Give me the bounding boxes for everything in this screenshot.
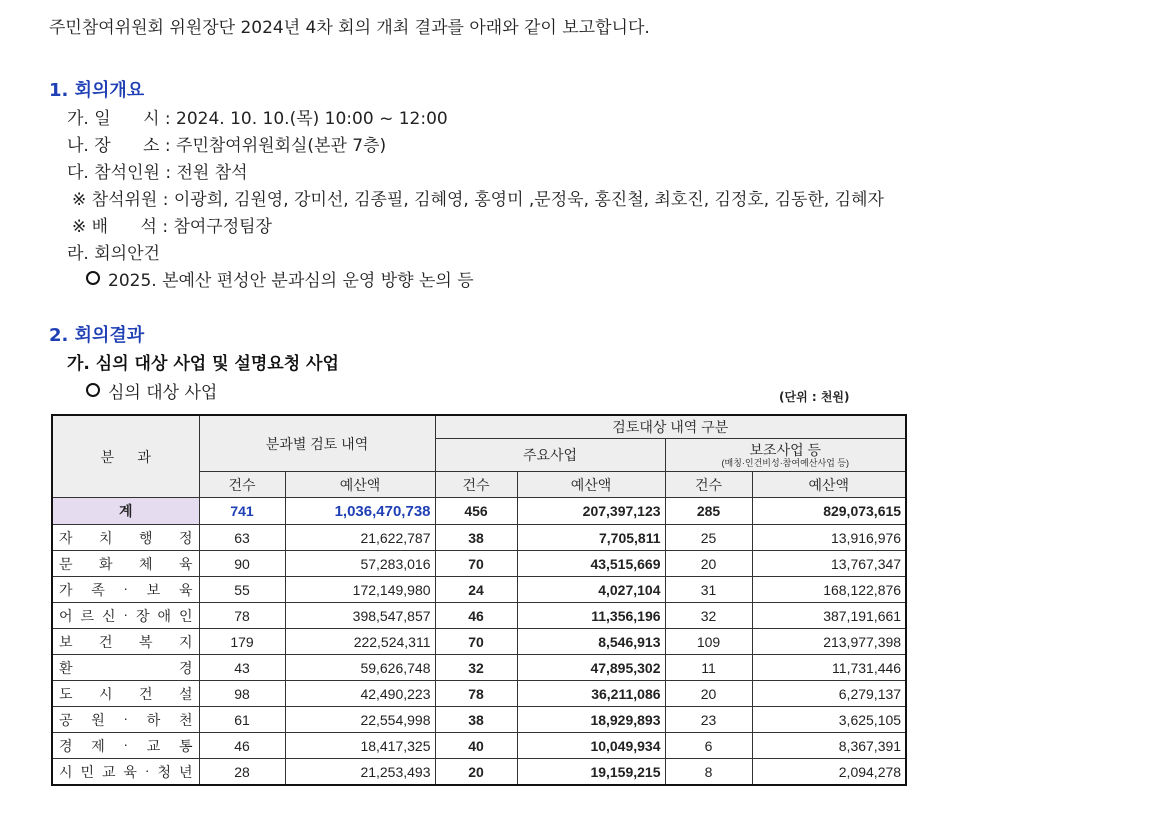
category-char: 보 [146, 581, 161, 598]
row-aux-budget: 13,916,976 [752, 525, 906, 551]
category-char: 원 [91, 711, 105, 728]
category-char: 정 [178, 529, 193, 546]
header-review: 분과별 검토 내역 [199, 415, 435, 472]
row-aux-count: 31 [665, 577, 752, 603]
row-main-count: 40 [435, 733, 517, 759]
category-char: · [123, 605, 129, 622]
category-char: 시 [59, 763, 73, 780]
row-main-budget: 43,515,669 [517, 551, 665, 577]
row-review-count: 78 [199, 603, 285, 629]
category-char: 년 [178, 763, 193, 780]
section-2-title: 2. 회의결과 [49, 325, 145, 346]
category-char: 건 [138, 685, 153, 702]
category-char: 장 [136, 607, 150, 624]
row-main-count: 32 [435, 655, 517, 681]
total-aux-budget: 829,073,615 [752, 498, 906, 525]
category-char: 경 [59, 737, 73, 754]
category-char: 청 [157, 763, 172, 780]
meeting-place: 나. 장 소 : 주민참여위원회실(본관 7층) [67, 136, 387, 156]
row-aux-count: 20 [665, 551, 752, 577]
circle-bullet-icon [86, 271, 100, 285]
total-review-budget: 1,036,470,738 [285, 498, 435, 525]
row-main-budget: 4,027,104 [517, 577, 665, 603]
row-main-count: 20 [435, 759, 517, 786]
category-char: 어 [59, 607, 73, 624]
row-main-budget: 18,929,893 [517, 707, 665, 733]
row-aux-budget: 168,122,876 [752, 577, 906, 603]
table-row [52, 733, 906, 759]
category-char: 문 [59, 555, 73, 572]
row-aux-count: 6 [665, 733, 752, 759]
observer: ※ 배 석 : 참여구정팀장 [72, 217, 272, 237]
row-main-budget: 11,356,196 [517, 603, 665, 629]
total-review-count: 741 [199, 498, 285, 525]
header-aux [665, 439, 906, 472]
category-char: · [123, 709, 129, 726]
row-review-count: 61 [199, 707, 285, 733]
row-aux-count: 23 [665, 707, 752, 733]
header-main-count: 건수 [435, 472, 517, 498]
row-category [52, 603, 199, 629]
header-main: 주요사업 [435, 439, 665, 472]
header-main-budget: 예산액 [517, 472, 665, 498]
category-char: 가 [59, 581, 73, 598]
category-char: 애 [157, 607, 172, 624]
category-char: 교 [146, 737, 161, 754]
row-review-budget: 172,149,980 [285, 577, 435, 603]
unit-label: (단위 : 천원) [779, 390, 850, 404]
row-review-count: 46 [199, 733, 285, 759]
row-review-count: 55 [199, 577, 285, 603]
row-category [52, 551, 199, 577]
category-char: 육 [178, 555, 193, 572]
row-category [52, 759, 199, 786]
row-aux-count: 25 [665, 525, 752, 551]
review-target-text: 심의 대상 사업 [108, 383, 218, 403]
meeting-attendees: 다. 참석인원 : 전원 참석 [67, 163, 248, 183]
total-main-count: 456 [435, 498, 517, 525]
row-main-count: 70 [435, 629, 517, 655]
table-row [52, 603, 906, 629]
row-review-budget: 222,524,311 [285, 629, 435, 655]
category-char: 경 [178, 659, 193, 676]
row-category [52, 655, 199, 681]
category-char: · [123, 735, 129, 752]
section-1-title: 1. 회의개요 [49, 80, 145, 101]
row-aux-budget: 13,767,347 [752, 551, 906, 577]
table-row [52, 707, 906, 733]
section-2-subtitle: 가. 심의 대상 사업 및 설명요청 사업 [67, 354, 339, 374]
row-main-budget: 47,895,302 [517, 655, 665, 681]
category-char: 인 [178, 607, 193, 624]
table-row [52, 629, 906, 655]
category-char: 민 [80, 763, 94, 780]
review-table [51, 414, 907, 786]
category-char: 복 [138, 633, 153, 650]
row-category [52, 707, 199, 733]
row-aux-budget: 2,094,278 [752, 759, 906, 786]
header-aux-count: 건수 [665, 472, 752, 498]
row-review-budget: 22,554,998 [285, 707, 435, 733]
member-list: ※ 참석위원 : 이광희, 김원영, 강미선, 김종필, 김혜영, 홍영미 ,문정욱, 홍진철, 최호진, 김정호, 김동한, 김혜자 [72, 190, 884, 210]
row-aux-count: 20 [665, 681, 752, 707]
review-target-heading [86, 382, 217, 404]
row-review-count: 63 [199, 525, 285, 551]
header-review-budget: 예산액 [285, 472, 435, 498]
row-main-count: 38 [435, 707, 517, 733]
row-review-budget: 18,417,325 [285, 733, 435, 759]
row-review-budget: 57,283,016 [285, 551, 435, 577]
category-char: 환 [59, 659, 73, 676]
table-row [52, 759, 906, 786]
agenda-heading: 라. 회의안건 [67, 244, 160, 264]
row-aux-budget: 6,279,137 [752, 681, 906, 707]
category-char: 천 [178, 711, 193, 728]
row-category [52, 629, 199, 655]
meeting-date: 가. 일 시 : 2024. 10. 10.(목) 10:00 ~ 12:00 [67, 109, 448, 129]
category-char: 하 [146, 711, 161, 728]
table-row [52, 655, 906, 681]
row-main-budget: 7,705,811 [517, 525, 665, 551]
category-char: · [123, 579, 129, 596]
category-char: 시 [98, 685, 113, 702]
category-char: 통 [178, 737, 193, 754]
row-main-budget: 36,211,086 [517, 681, 665, 707]
row-review-count: 179 [199, 629, 285, 655]
total-aux-count: 285 [665, 498, 752, 525]
header-aux-label: 보조사업 등 [749, 442, 822, 458]
row-aux-count: 32 [665, 603, 752, 629]
category-char: 행 [138, 529, 153, 546]
header-aux-note: (매칭·인건비성·참여예산사업 등) [721, 458, 850, 468]
category-char: 공 [59, 711, 73, 728]
table-row [52, 577, 906, 603]
row-aux-budget: 8,367,391 [752, 733, 906, 759]
category-char: · [144, 761, 150, 778]
row-category [52, 577, 199, 603]
row-review-budget: 398,547,857 [285, 603, 435, 629]
row-aux-count: 109 [665, 629, 752, 655]
row-main-count: 78 [435, 681, 517, 707]
row-review-budget: 42,490,223 [285, 681, 435, 707]
row-aux-count: 8 [665, 759, 752, 786]
row-aux-budget: 213,977,398 [752, 629, 906, 655]
row-review-count: 98 [199, 681, 285, 707]
row-main-count: 46 [435, 603, 517, 629]
row-aux-budget: 387,191,661 [752, 603, 906, 629]
category-char: 자 [59, 529, 73, 546]
row-main-count: 70 [435, 551, 517, 577]
total-main-budget: 207,397,123 [517, 498, 665, 525]
row-category [52, 525, 199, 551]
category-char: 족 [91, 581, 105, 598]
table-body [52, 525, 906, 786]
category-char: 육 [123, 763, 137, 780]
total-row [52, 498, 906, 525]
row-main-budget: 8,546,913 [517, 629, 665, 655]
circle-bullet-icon [86, 383, 100, 397]
row-aux-budget: 3,625,105 [752, 707, 906, 733]
category-char: 설 [178, 685, 193, 702]
row-review-budget: 21,253,493 [285, 759, 435, 786]
row-review-count: 28 [199, 759, 285, 786]
row-main-budget: 19,159,215 [517, 759, 665, 786]
table-row [52, 551, 906, 577]
header-aux-budget: 예산액 [752, 472, 906, 498]
agenda-item [86, 270, 474, 292]
intro-text: 주민참여위원회 위원장단 2024년 4차 회의 개최 결과를 아래와 같이 보고합니다. [49, 18, 650, 38]
category-char: 건 [98, 633, 113, 650]
row-aux-budget: 11,731,446 [752, 655, 906, 681]
row-review-budget: 59,626,748 [285, 655, 435, 681]
total-label: 계 [52, 498, 199, 525]
row-category [52, 681, 199, 707]
category-char: 교 [101, 763, 116, 780]
row-aux-count: 11 [665, 655, 752, 681]
row-main-count: 38 [435, 525, 517, 551]
category-char: 신 [101, 607, 116, 624]
header-category: 분 과 [52, 415, 199, 498]
category-char: 화 [98, 555, 113, 572]
row-review-budget: 21,622,787 [285, 525, 435, 551]
category-char: 제 [91, 737, 105, 754]
row-review-count: 43 [199, 655, 285, 681]
category-char: 보 [59, 633, 73, 650]
category-char: 육 [178, 581, 193, 598]
category-char: 도 [59, 685, 73, 702]
category-char: 지 [178, 633, 193, 650]
table-row [52, 681, 906, 707]
agenda-item-text: 2025. 본예산 편성안 분과심의 운영 방향 논의 등 [108, 271, 474, 291]
row-category [52, 733, 199, 759]
table-row [52, 525, 906, 551]
row-main-budget: 10,049,934 [517, 733, 665, 759]
header-breakdown: 검토대상 내역 구분 [435, 415, 906, 439]
category-char: 치 [98, 529, 113, 546]
row-review-count: 90 [199, 551, 285, 577]
category-char: 르 [80, 607, 94, 624]
header-review-count: 건수 [199, 472, 285, 498]
category-char: 체 [138, 555, 153, 572]
row-main-count: 24 [435, 577, 517, 603]
